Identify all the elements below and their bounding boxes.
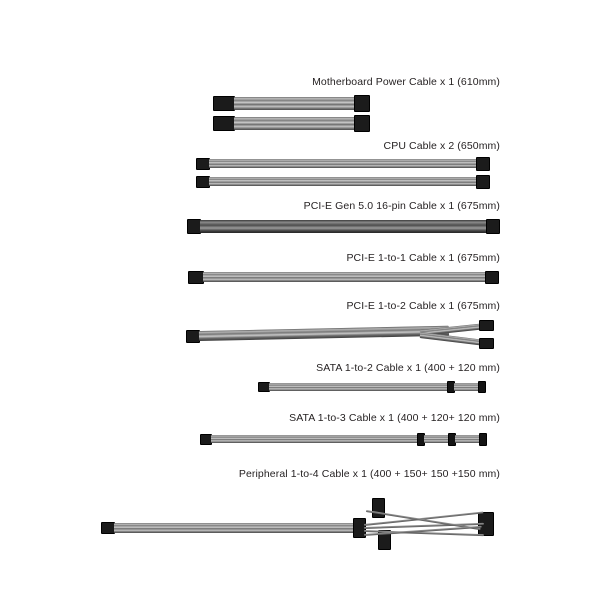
- cable-body-cpu-2: [209, 177, 478, 186]
- cable-body-peripheral-main: [114, 523, 355, 533]
- connector-cpu-eps-1: [196, 158, 210, 170]
- cable-body-sata-1to2: [269, 383, 449, 391]
- cable-row-sata-1to3: [0, 412, 600, 456]
- connector-pcie-out-a: [479, 320, 494, 331]
- connector-psu-peripheral: [101, 522, 115, 534]
- connector-cpu-eps-2: [196, 176, 210, 188]
- connector-psu-24pin-b: [354, 115, 370, 132]
- cable-label-motherboard-power: Motherboard Power Cable x 1 (610mm): [312, 76, 500, 88]
- connector-24pin-a: [213, 96, 235, 111]
- cable-row-cpu: [0, 140, 600, 190]
- cable-row-pcie-gen5: [0, 200, 600, 246]
- cable-label-sata-1to2: SATA 1-to-2 Cable x 1 (400 + 120 mm): [316, 362, 500, 374]
- cable-row-pcie-1to2: [0, 300, 600, 356]
- cable-art-sata-1to2: [0, 380, 600, 404]
- cable-label-pcie-1to2: PCI-E 1-to-2 Cable x 1 (675mm): [346, 300, 500, 312]
- cable-row-sata-1to2: [0, 362, 600, 404]
- cable-body-cpu-1: [209, 159, 478, 168]
- cable-label-peripheral-1to4: Peripheral 1-to-4 Cable x 1 (400 + 150+ 150 +150 mm): [238, 468, 500, 480]
- cable-body-sata3-seg1: [424, 435, 450, 443]
- connector-psu-24pin-a: [354, 95, 370, 112]
- cable-branch-pcie-b: [420, 332, 482, 346]
- cable-art-pcie-gen5: [0, 218, 600, 246]
- connector-sata-b: [478, 381, 486, 393]
- connector-psu-gen5: [486, 219, 500, 234]
- cable-art-cpu: [0, 156, 600, 192]
- connector-psu-cpu-2: [476, 175, 490, 189]
- cable-label-cpu: CPU Cable x 2 (650mm): [383, 140, 500, 152]
- cable-row-motherboard-power: [0, 76, 600, 136]
- connector-pcie-out-b: [479, 338, 494, 349]
- cable-body-pcie-1to2-main: [199, 326, 449, 341]
- cable-art-pcie-1to1: [0, 270, 600, 296]
- cable-art-peripheral-1to4: [0, 490, 600, 558]
- cable-body-sata3-seg2: [455, 435, 481, 443]
- cable-body-sata-1to3: [211, 435, 419, 443]
- connector-24pin-b: [213, 116, 235, 131]
- connector-molex-2: [372, 498, 385, 518]
- connector-sata3-c: [479, 433, 487, 446]
- cable-row-pcie-1to1: [0, 252, 600, 296]
- connector-psu-pcie-1to2: [186, 330, 200, 343]
- cable-body-sata-1to2-tail: [454, 383, 480, 391]
- cable-label-sata-1to3: SATA 1-to-3 Cable x 1 (400 + 120+ 120 mm): [289, 412, 500, 424]
- cable-body-mb-upper: [234, 97, 356, 110]
- cable-row-peripheral-1to4: [0, 468, 600, 558]
- cable-body-mb-lower: [234, 117, 356, 130]
- cable-label-pcie-gen5: PCI-E Gen 5.0 16-pin Cable x 1 (675mm): [303, 200, 500, 212]
- cable-body-pcie-gen5: [200, 220, 488, 233]
- cable-art-pcie-1to2: [0, 318, 600, 356]
- cable-art-motherboard-power: [0, 92, 600, 136]
- cable-label-pcie-1to1: PCI-E 1-to-1 Cable x 1 (675mm): [346, 252, 500, 264]
- connector-psu-cpu-1: [476, 157, 490, 171]
- cable-body-pcie-1to1: [203, 272, 487, 282]
- connector-psu-pcie-1to1: [485, 271, 499, 284]
- connector-16pin: [187, 219, 201, 234]
- connector-pcie-8pin: [188, 271, 204, 284]
- cable-art-sata-1to3: [0, 432, 600, 456]
